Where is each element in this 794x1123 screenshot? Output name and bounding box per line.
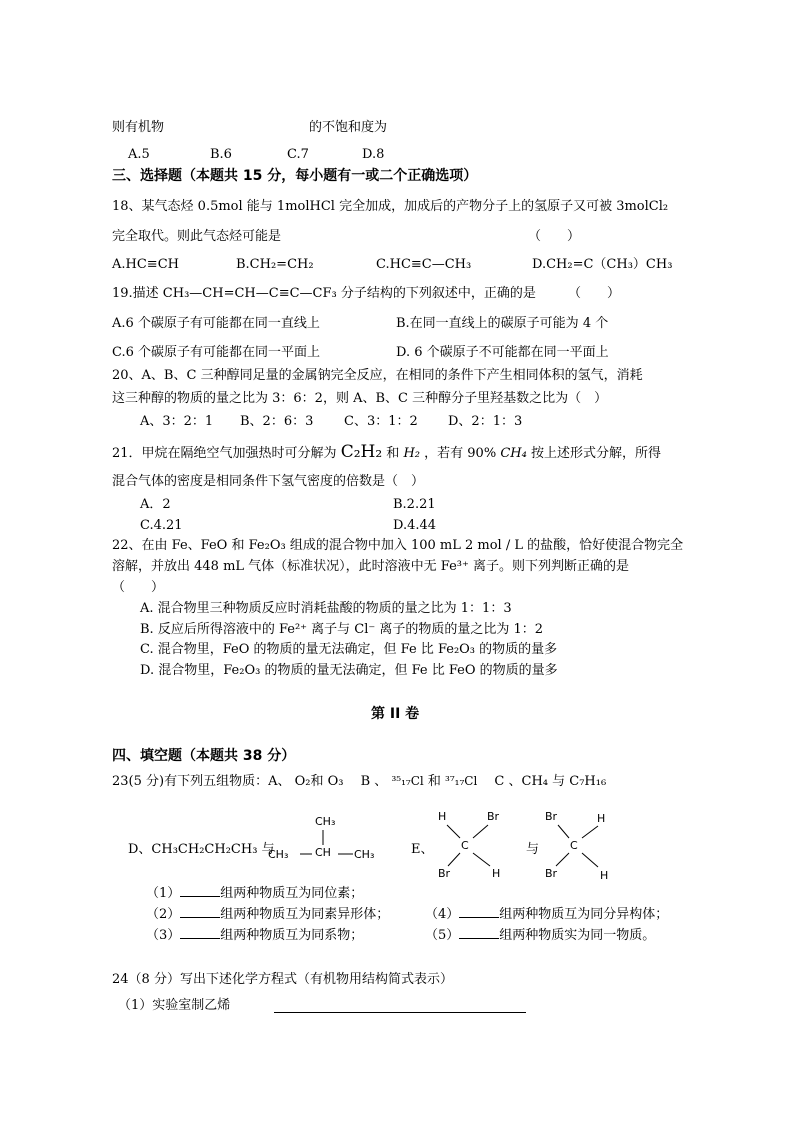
q21-h2: H₂: [403, 446, 421, 461]
q23-blank-3-row: [146, 926, 363, 944]
q23-item-1-num: （1）: [146, 886, 181, 901]
struct-e1-tl: H: [438, 810, 447, 823]
top-option-d: D.8: [362, 147, 385, 162]
q18-option-c: C.HC≡C—CH₃: [376, 257, 472, 272]
q23-blank-1-row: [146, 884, 363, 902]
q21-option-d: D.4.44: [393, 518, 437, 533]
q19-option-d: D. 6 个碳原子不可能都在同一平面上: [396, 345, 609, 360]
q23-e-label: E、: [411, 842, 434, 857]
q19-option-a: A.6 个碳原子有可能都在同一直线上: [112, 316, 320, 331]
struct-e2-tr: H: [597, 812, 606, 825]
struct-d-left: CH₃: [268, 848, 289, 861]
q23-item-1-text: 组两种物质互为同位素；: [220, 886, 364, 901]
q22-stem-2: 溶解，并放出 448 mL 气体（标准状况），此时溶液中无 Fe³⁺ 离子。则下列判断正确的是: [112, 559, 630, 574]
struct-e1-br: H: [492, 867, 501, 880]
q22-option-b: B. 反应后所得溶液中的 Fe²⁺ 离子与 Cl⁻ 离子的物质的量之比为 1：2: [140, 622, 544, 637]
q19-paren: （ ）: [568, 286, 621, 301]
q23-stem-a: 23(5 分)有下列五组物质：A、 O₂和 O₃ B 、: [112, 774, 388, 789]
struct-d-top: CH₃: [315, 815, 336, 828]
q18-option-b: B.CH₂=CH₂: [236, 257, 314, 272]
q21-option-a: A．2: [140, 497, 171, 512]
q23-stem-b: 和: [427, 774, 441, 789]
struct-e2-c: C: [570, 839, 578, 852]
q21-c2h2: C₂H₂: [340, 442, 383, 462]
q19-option-c: C.6 个碳原子有可能都在同一平面上: [112, 345, 321, 360]
top-suffix: 的不饱和度为: [309, 120, 388, 135]
q23-yu: 与: [526, 842, 540, 857]
q23-blank-5-row: [425, 926, 655, 944]
q23-item-4-num: （4）: [425, 907, 460, 922]
q19-option-b: B.在同一直线上的碳原子可能为 4 个: [396, 316, 609, 331]
q18-stem-2: 完全取代。则此气态烃可能是: [112, 229, 282, 244]
q23-stem-c: C 、CH₄ 与 C₇H₁₆: [481, 774, 607, 789]
q21-stem-1d: 按上述形式分解，所得: [530, 446, 661, 461]
q20-option-b: B、2：6：3: [240, 414, 314, 429]
struct-e2-bl: Br: [545, 867, 558, 880]
q23-item-2-text: 组两种物质互为同素异形体；: [220, 907, 390, 922]
q20-stem-1: 20、A、B、C 三种醇同足量的金属钠完全反应，在相同的条件下产生相同体积的氢气，消耗: [112, 368, 643, 383]
q18-stem-1: 18、某气态烃 0.5mol 能与 1molHCl 完全加成，加成后的产物分子上的氢原子又可被 3molCl₂: [112, 199, 669, 214]
q23-item-4-text: 组两种物质互为同分异构体；: [499, 907, 669, 922]
q19-stem: 19.描述 CH₃—CH=CH—C≡C—CF₃ 分子结构的下列叙述中，正确的是: [112, 286, 536, 301]
q21-option-c: C.4.21: [140, 518, 183, 533]
section3-title: 三、选择题（本题共 15 分，每小题有一或二个正确选项）: [112, 168, 478, 184]
q21-stem-1a: 21．甲烷在隔绝空气加强热时可分解为: [112, 446, 337, 461]
q23-item-5-text: 组两种物质实为同一物质。: [499, 928, 656, 943]
q23-item-2-num: （2）: [146, 907, 181, 922]
top-option-a: A.5: [128, 147, 150, 162]
q24-answer-line-1[interactable]: [274, 1012, 526, 1013]
top-option-c: C.7: [287, 147, 309, 162]
struct-d-right: CH₃: [354, 848, 375, 861]
q23-isotope-35: ³⁵₁₇Cl: [391, 774, 424, 788]
q23-blank-2-row: [146, 905, 389, 923]
q22-stem-1: 22、在由 Fe、FeO 和 Fe₂O₃ 组成的混合物中加入 100 mL 2 mol / L 的盐酸，恰好使混合物完全: [112, 538, 684, 553]
q18-paren: （ ）: [528, 229, 581, 244]
q21-stem-1c: ，若有 90%: [424, 446, 497, 461]
q21-option-b: B.2.21: [393, 497, 436, 512]
section4-title: 四、填空题（本题共 38 分）: [112, 748, 296, 764]
struct-e1-tr: Br: [487, 810, 500, 823]
q24-item-1: （1）实验室制乙烯: [118, 998, 231, 1013]
q21-stem-1b: 和: [386, 446, 400, 461]
q22-option-a: A. 混合物里三种物质反应时消耗盐酸的物质的量之比为 1：1：3: [140, 601, 512, 616]
q23-answer-blank-1[interactable]: [180, 884, 220, 897]
q20-option-a: A、3：2：1: [140, 414, 214, 429]
struct-e1-c: C: [461, 839, 469, 852]
struct-d-center: CH: [315, 846, 331, 859]
struct-e2-tl: Br: [545, 810, 558, 823]
q23-answer-blank-4[interactable]: [459, 905, 499, 918]
q21-ch4: CH₄: [500, 446, 527, 461]
q22-option-c: C. 混合物里，FeO 的物质的量无法确定，但 Fe 比 Fe₂O₃ 的物质的量多: [140, 642, 558, 657]
q23-answer-blank-3[interactable]: [180, 926, 220, 939]
q21-stem-2: 混合气体的密度是相同条件下氢气密度的倍数是（ ）: [112, 474, 425, 489]
q23-item-3-text: 组两种物质互为同系物；: [220, 928, 364, 943]
q23-answer-blank-5[interactable]: [459, 926, 499, 939]
part2-title: 第 II 卷: [371, 706, 420, 722]
q18-option-a: A.HC≡CH: [112, 257, 179, 272]
q23-item-5-num: （5）: [425, 928, 460, 943]
q20-option-d: D、2：1：3: [448, 414, 523, 429]
struct-e2-br: H: [600, 869, 609, 882]
q20-option-c: C、3：1：2: [344, 414, 418, 429]
q20-stem-2: 这三种醇的物质的量之比为 3：6：2，则 A、B、C 三种醇分子里羟基数之比为（ ）: [112, 391, 608, 406]
q23-d-label: D、CH₃CH₂CH₂CH₃ 与: [128, 842, 275, 857]
q22-option-d: D. 混合物里，Fe₂O₃ 的物质的量无法确定，但 Fe 比 FeO 的物质的量多: [140, 663, 558, 678]
q23-isotope-37: ³⁷₁₇Cl: [445, 774, 478, 788]
struct-e1-bl: Br: [438, 867, 451, 880]
top-prefix: 则有机物: [112, 120, 165, 135]
q22-stem-3: （ ）: [112, 580, 165, 595]
q18-option-d: D.CH₂=C（CH₃）CH₃: [532, 257, 673, 272]
q23-answer-blank-2[interactable]: [180, 905, 220, 918]
q23-item-3-num: （3）: [146, 928, 181, 943]
top-option-b: B.6: [210, 147, 232, 162]
q23-blank-4-row: [425, 905, 668, 923]
q24-stem: 24（8 分）写出下述化学方程式（有机物用结构简式表示）: [112, 972, 453, 987]
